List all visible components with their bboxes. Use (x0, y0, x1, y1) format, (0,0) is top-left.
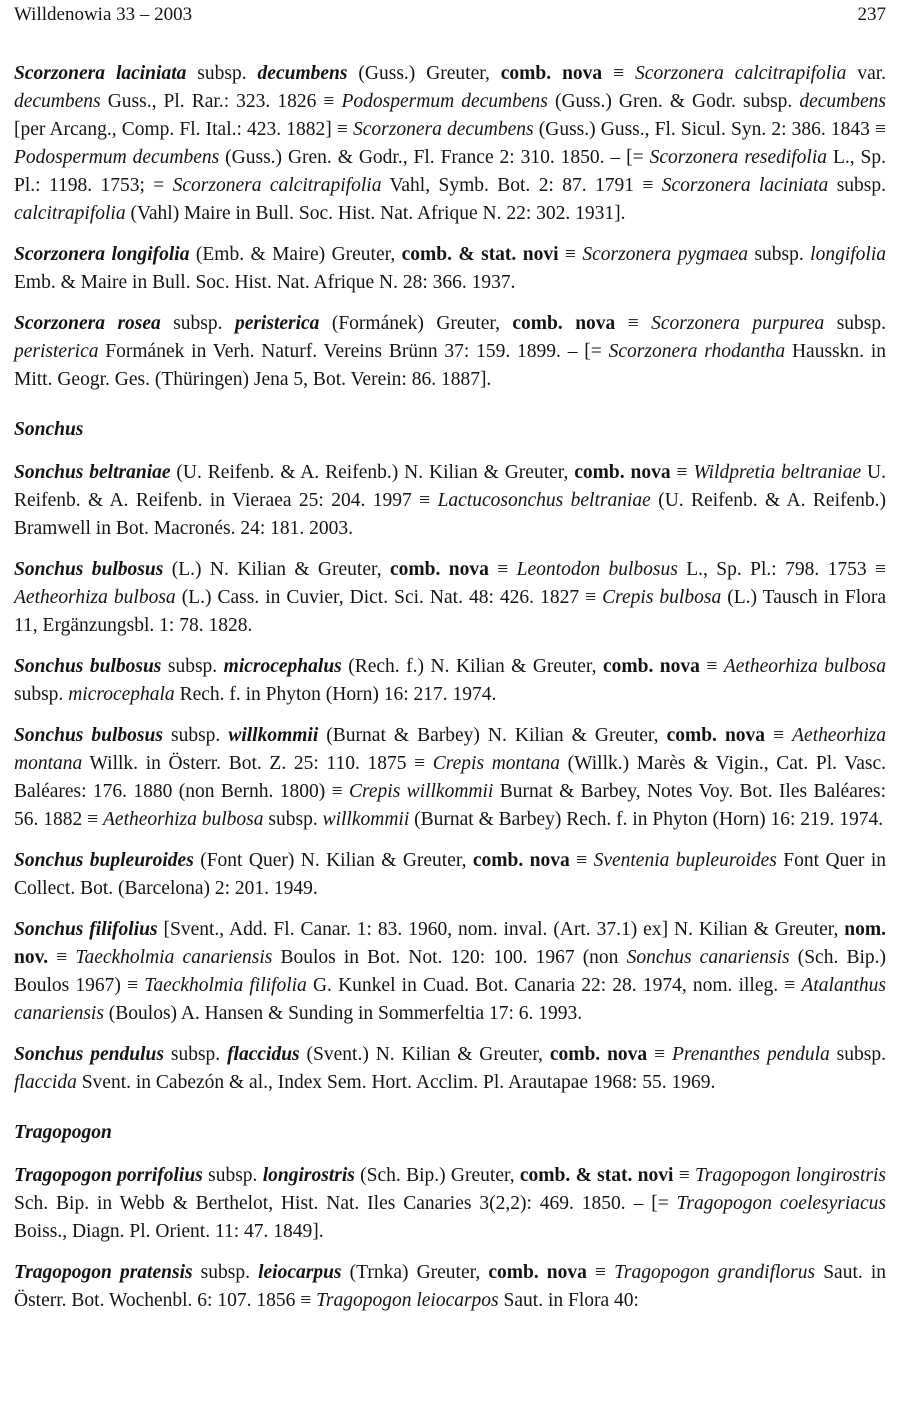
text-run: Atalanthus canariensis (14, 975, 886, 1024)
text-run: Lactucosonchus beltraniae (437, 490, 651, 511)
text-run: Willk. in Österr. Bot. Z. 25: 110. 1875 ≡ (82, 753, 433, 774)
text-run: Boiss., Diagn. Pl. Orient. 11: 47. 1849]. (14, 1221, 324, 1242)
text-run: comb. & stat. novi (519, 1165, 674, 1186)
text-run: Tragopogon (14, 1122, 112, 1143)
text-run: leiocarpus (258, 1262, 342, 1283)
text-run: Burnat & Barbey, Notes Voy. Bot. Iles Baléares: 56. 1882 ≡ (14, 781, 887, 830)
text-run: (Guss.) Gren. & Godr. subsp. (547, 91, 800, 112)
text-run: subsp. (162, 725, 229, 746)
running-head (14, 4, 886, 26)
text-run: Aetheorhiza bulbosa (103, 809, 264, 830)
text-run: willkommii (228, 725, 319, 746)
text-run: Scorzonera laciniata (661, 175, 829, 196)
text-run: Scorzonera decumbens (353, 119, 534, 140)
text-run: (Burnat & Barbey) Rech. f. in Phyton (Horn) 16: 219. 1974. (409, 809, 884, 830)
text-run: (Trnka) Greuter, (341, 1262, 489, 1283)
text-run: (Boulos) A. Hansen & Sunding in Sommerfeltia 17: 6. 1993. (103, 1003, 583, 1024)
text-run: var. (846, 63, 887, 84)
text-run: (Sch. Bip.) Greuter, (354, 1165, 520, 1186)
text-run: Formánek in Verh. Naturf. Vereins Brünn 37: 159. 1899. – [= (98, 341, 609, 362)
text-run: subsp. (160, 313, 235, 334)
text-run: ≡ (670, 462, 694, 483)
text-run: ≡ (488, 559, 517, 580)
text-run: Prenanthes pendula (671, 1044, 830, 1065)
taxon-entry (14, 60, 886, 228)
text-run: (Vahl) Maire in Bull. Soc. Hist. Nat. Afrique N. 22: 302. 1931]. (125, 203, 626, 224)
text-run: Tragopogon pratensis (14, 1262, 193, 1283)
page-number: 237 (857, 4, 886, 25)
text-run: willkommii (322, 809, 410, 830)
text-run: nom. nov. (14, 919, 886, 968)
text-run: subsp. (192, 1262, 259, 1283)
text-run: Tragopogon leiocarpos (316, 1290, 499, 1311)
text-run: (Svent.) N. Kilian & Greuter, (299, 1044, 550, 1065)
text-run: Saut. in Flora 40: (498, 1290, 639, 1311)
text-run: U. Reifenb. & A. Reifenb. in Vieraea 25: 204. 1997 ≡ (14, 462, 887, 511)
text-run: comb. nova (574, 462, 671, 483)
genus-heading (14, 1119, 886, 1147)
text-run: ≡ (765, 725, 793, 746)
text-run: Svent. in Cabezón & al., Index Sem. Hort. Acclim. Pl. Arautapae 1968: 55. 1969. (76, 1072, 716, 1093)
text-run: decumbens (14, 91, 101, 112)
text-run: Sonchus filifolius (14, 919, 158, 940)
text-run: decumbens (799, 91, 887, 112)
text-run: G. Kunkel in Cuad. Bot. Canaria 22: 28. 1974, nom. illeg. ≡ (306, 975, 802, 996)
text-run: Sonchus bulbosus (14, 656, 162, 677)
text-run: Sonchus canariensis (626, 947, 790, 968)
text-run: Podospermum decumbens (341, 91, 548, 112)
text-run: subsp. (163, 1044, 228, 1065)
text-run: Vahl, Symb. Bot. 2: 87. 1791 ≡ (381, 175, 662, 196)
text-run: (Sch. Bip.) Boulos 1967) ≡ (14, 947, 886, 996)
text-run: longifolia (810, 244, 887, 265)
text-run: (U. Reifenb. & A. Reifenb.) N. Kilian & Greuter, (170, 462, 575, 483)
text-run: subsp. (161, 656, 224, 677)
text-run: (Rech. f.) N. Kilian & Greuter, (341, 656, 603, 677)
text-run: Hausskn. in Mitt. Geogr. Ges. (Thüringen) Jena 5, Bot. Verein: 86. 1887]. (14, 341, 886, 390)
text-run: (Font Quer) N. Kilian & Greuter, (193, 850, 473, 871)
text-run: comb. nova (602, 656, 700, 677)
text-run: subsp. (14, 684, 69, 705)
text-run: Podospermum decumbens (14, 147, 220, 168)
taxon-entry (14, 653, 886, 709)
text-run: Rech. f. in Phyton (Horn) 16: 217. 1974. (174, 684, 497, 705)
text-run: Scorzonera longifolia (14, 244, 190, 265)
text-run: Emb. & Maire in Bull. Soc. Hist. Nat. Afrique N. 28: 366. 1937. (14, 272, 516, 293)
text-run: calcitrapifolia (14, 203, 126, 224)
text-run: (Formánek) Greuter, (319, 313, 513, 334)
text-run: Sonchus pendulus (14, 1044, 164, 1065)
text-run: microcephala (68, 684, 175, 705)
text-run: (Guss.) Gren. & Godr., Fl. France 2: 310. 1850. – [= (219, 147, 650, 168)
text-run: ≡ (699, 656, 724, 677)
text-run: (Willk.) Marès & Vigin., Cat. Pl. Vasc. Baléares: 176. 1880 (non Bernh. 1800) ≡ (14, 753, 886, 802)
text-run: Tragopogon porrifolius (14, 1165, 203, 1186)
text-run: comb. nova (389, 559, 489, 580)
text-run: Aetheorhiza bulbosa (14, 587, 176, 608)
text-run: Tragopogon longirostris (695, 1165, 886, 1186)
text-run: ≡ (615, 313, 652, 334)
text-run: Sonchus bupleuroides (14, 850, 194, 871)
text-run: flaccidus (227, 1044, 300, 1065)
text-run: subsp. (824, 313, 886, 334)
text-run: Scorzonera rhodantha (608, 341, 786, 362)
text-run: comb. nova (549, 1044, 648, 1065)
text-run: subsp. (202, 1165, 263, 1186)
text-run: subsp. (186, 63, 258, 84)
text-run: (L.) Tausch in Flora 11, Ergänzungsbl. 1: 78. 1828. (14, 587, 887, 636)
taxon-entry (14, 1259, 886, 1315)
text-run: Guss., Pl. Rar.: 323. 1826 ≡ (100, 91, 342, 112)
text-run: Sonchus (14, 419, 84, 440)
text-run: Crepis willkommii (349, 781, 494, 802)
taxon-entry (14, 916, 886, 1028)
text-run: Tragopogon coelesyriacus (676, 1193, 887, 1214)
text-run: Scorzonera purpurea (651, 313, 825, 334)
text-run: (L.) N. Kilian & Greuter, (163, 559, 390, 580)
text-run: ≡ (586, 1262, 615, 1283)
text-run: subsp. (829, 1044, 886, 1065)
text-run: peristerica (234, 313, 320, 334)
text-run: comb. nova (500, 63, 603, 84)
text-run: [per Arcang., Comp. Fl. Ital.: 423. 1882] ≡ (14, 119, 354, 140)
text-run: subsp. (828, 175, 886, 196)
text-run: ≡ (673, 1165, 696, 1186)
taxon-entry (14, 556, 886, 640)
text-run: Aetheorhiza bulbosa (723, 656, 886, 677)
taxon-entry (14, 310, 886, 394)
text-run: Aetheorhiza montana (14, 725, 887, 774)
text-run: comb. nova (666, 725, 766, 746)
text-run: Wildpretia beltraniae (693, 462, 862, 483)
text-run: (U. Reifenb. & A. Reifenb.) Bramwell in Bot. Macronés. 24: 181. 2003. (14, 490, 887, 539)
text-run: Sonchus bulbosus (14, 559, 164, 580)
content (14, 60, 886, 1315)
taxon-entry (14, 847, 886, 903)
genus-heading (14, 416, 886, 444)
text-run: (Burnat & Barbey) N. Kilian & Greuter, (318, 725, 667, 746)
text-run: Sch. Bip. in Webb & Berthelot, Hist. Nat. Iles Canaries 3(2,2): 469. 1850. – [= (14, 1193, 677, 1214)
text-run: L., Sp. Pl.: 798. 1753 ≡ (677, 559, 887, 580)
text-run: Scorzonera calcitrapifolia (172, 175, 382, 196)
taxon-entry (14, 722, 886, 834)
text-run: ≡ (558, 244, 583, 265)
text-run: microcephalus (223, 656, 342, 677)
text-run: Scorzonera calcitrapifolia (635, 63, 847, 84)
text-run: (L.) Cass. in Cuvier, Dict. Sci. Nat. 48: 426. 1827 ≡ (175, 587, 603, 608)
text-run: Tragopogon grandiflorus (614, 1262, 816, 1283)
text-run: Saut. in Österr. Bot. Wochenbl. 6: 107. 1856 ≡ (14, 1262, 887, 1311)
taxon-entry (14, 241, 886, 297)
text-run: comb. nova (472, 850, 570, 871)
text-run: Taeckholmia canariensis (75, 947, 273, 968)
text-run: peristerica (14, 341, 99, 362)
text-run: Taeckholmia filifolia (144, 975, 307, 996)
taxon-entry (14, 1041, 886, 1097)
text-run: Leontodon bulbosus (516, 559, 678, 580)
text-run: Crepis montana (432, 753, 560, 774)
text-run: (Guss.) Greuter, (347, 63, 501, 84)
text-run: subsp. (748, 244, 811, 265)
text-run: ≡ (647, 1044, 672, 1065)
text-run: Scorzonera resedifolia (649, 147, 828, 168)
text-run: comb. & stat. novi (401, 244, 559, 265)
text-run: Font Quer in Collect. Bot. (Barcelona) 2: 201. 1949. (14, 850, 886, 899)
text-run: comb. nova (512, 313, 616, 334)
text-run: Scorzonera rosea (14, 313, 161, 334)
text-run: flaccida (14, 1072, 77, 1093)
text-run: subsp. (263, 809, 323, 830)
journal-title: Willdenowia 33 – 2003 (14, 4, 193, 25)
text-run: [Svent., Add. Fl. Canar. 1: 83. 1960, nom. inval. (Art. 37.1) ex] N. Kilian & Greuter, (157, 919, 845, 940)
text-run: ≡ (602, 63, 636, 84)
taxon-entry (14, 459, 886, 543)
text-run: Scorzonera laciniata (14, 63, 187, 84)
text-run: Boulos in Bot. Not. 120: 100. 1967 (non (272, 947, 627, 968)
text-run: longirostris (262, 1165, 355, 1186)
text-run: comb. nova (488, 1262, 587, 1283)
text-run: Scorzonera pygmaea (582, 244, 749, 265)
text-run: Sonchus beltraniae (14, 462, 171, 483)
text-run: Sventenia bupleuroides (593, 850, 777, 871)
text-run: (Emb. & Maire) Greuter, (189, 244, 402, 265)
text-run: decumbens (257, 63, 348, 84)
taxon-entry (14, 1162, 886, 1246)
text-run: Crepis bulbosa (602, 587, 722, 608)
text-run: L., Sp. Pl.: 1198. 1753; = (14, 147, 886, 196)
text-run: ≡ (48, 947, 76, 968)
text-run: Sonchus bulbosus (14, 725, 163, 746)
text-run: ≡ (569, 850, 594, 871)
text-run: (Guss.) Guss., Fl. Sicul. Syn. 2: 386. 1843 ≡ (533, 119, 886, 140)
